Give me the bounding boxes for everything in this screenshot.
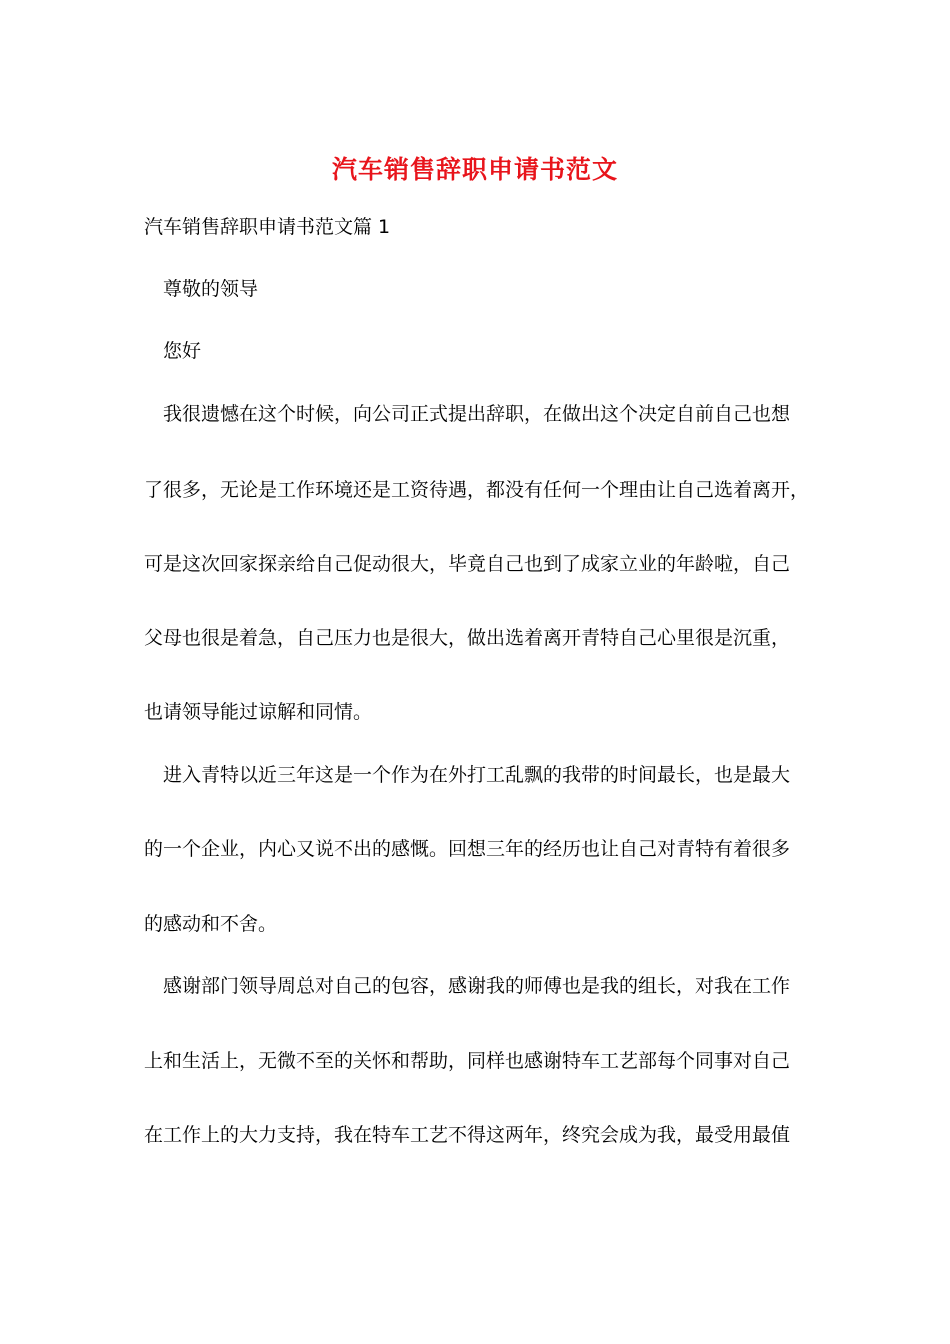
paragraph-2-line-1: 进入青特以近三年这是一个作为在外打工乱飘的我带的时间最长，也是最大 (163, 764, 791, 786)
document-title: 汽车销售辞职申请书范文 (331, 155, 618, 184)
paragraph-3-line-1: 感谢部门领导周总对自己的包容，感谢我的师傅也是我的组长，对我在工作 (163, 975, 791, 997)
paragraph-3-line-2: 上和生活上，无微不至的关怀和帮助，同样也感谢特车工艺部每个同事对自己 (144, 1050, 791, 1072)
paragraph-2-line-2: 的一个企业，内心又说不出的感慨。回想三年的经历也让自己对青特有着很多 (144, 838, 791, 860)
paragraph-1-line-1: 我很遗憾在这个时候，向公司正式提出辞职，在做出这个决定自前自己也想 (163, 403, 791, 425)
greeting-line: 您好 (163, 340, 202, 362)
document-subtitle: 汽车销售辞职申请书范文篇 1 (144, 216, 391, 238)
paragraph-1-line-2: 了很多，无论是工作环境还是工资待遇，都没有任何一个理由让自己选着离开， (144, 479, 810, 501)
salutation-line: 尊敬的领导 (163, 278, 259, 300)
paragraph-2-line-3: 的感动和不舍。 (144, 913, 278, 935)
paragraph-3-line-3: 在工作上的大力支持，我在特车工艺不得这两年，终究会成为我，最受用最值 (144, 1124, 791, 1146)
paragraph-1-line-5: 也请领导能过谅解和同情。 (144, 701, 373, 723)
paragraph-1-line-4: 父母也很是着急，自己压力也是很大，做出选着离开青特自己心里很是沉重， (144, 627, 791, 649)
paragraph-1-line-3: 可是这次回家探亲给自己促动很大，毕竟自己也到了成家立业的年龄啦，自己 (144, 553, 791, 575)
